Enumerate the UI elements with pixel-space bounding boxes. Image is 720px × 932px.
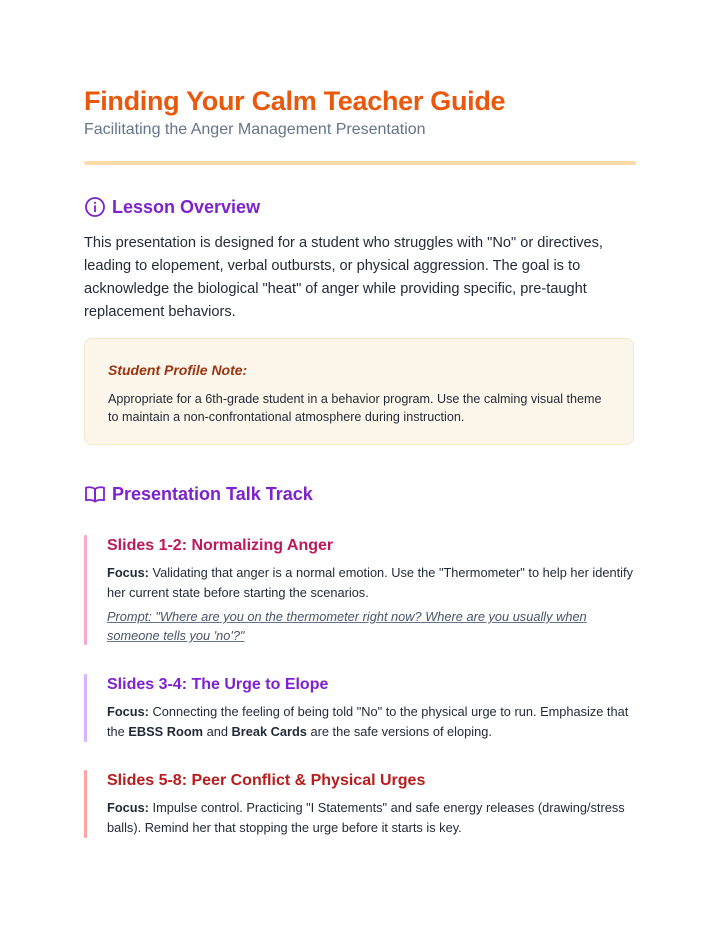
focus-text: and: [206, 724, 228, 739]
item-accent-bar: [84, 535, 87, 645]
note-body: Appropriate for a 6th-grade student in a behavior program. Use the calming visual theme to maintain a non-confrontational atmosphere during instruction.: [108, 392, 602, 424]
talk-track-item: [84, 674, 636, 742]
focus-text: are the safe versions of eloping.: [310, 724, 492, 739]
focus-text: Validating that anger is a normal emotion. Use the "Thermometer" to help her identify her current state before starting the scenarios.: [107, 565, 633, 600]
page-subtitle: Facilitating the Anger Management Presentation: [84, 121, 426, 138]
open-book-icon: [84, 483, 106, 505]
focus-label: Focus:: [107, 704, 149, 719]
item-focus: [107, 798, 636, 838]
section-title: Lesson Overview: [112, 197, 261, 217]
item-focus: [107, 702, 636, 742]
student-profile-note: [84, 338, 634, 445]
item-title: Slides 1-2: Normalizing Anger: [107, 537, 334, 554]
section-title: Presentation Talk Track: [112, 484, 313, 504]
focus-label: Focus:: [107, 565, 149, 580]
talk-track-heading: [84, 482, 313, 506]
item-focus: [107, 563, 636, 603]
focus-text: Impulse control. Practicing "I Statements" and safe energy releases (drawing/stress balls). Remind her that stopping the urge before it starts is key.: [107, 800, 625, 835]
overview-paragraph: This presentation is designed for a student who struggles with "No" or directives, leading to elopement, verbal outbursts, or physical aggression. The goal is to acknowledge the biological "heat" of anger while providing specific, pre-taught replacement behaviors.: [84, 235, 603, 320]
item-prompt: Prompt: "Where are you on the thermometer right now? Where are you usually when someone tells you 'no'?": [107, 609, 587, 643]
item-title: Slides 3-4: The Urge to Elope: [107, 676, 329, 693]
focus-emphasis: Break Cards: [231, 724, 307, 739]
item-accent-bar: [84, 674, 87, 742]
focus-text: Connecting the feeling of being told "No" to the physical urge to run. Emphasize that the: [107, 704, 629, 739]
item-title: Slides 5-8: Peer Conflict & Physical Urges: [107, 772, 426, 789]
page-title: Finding Your Calm Teacher Guide: [84, 86, 506, 116]
note-title: Student Profile Note:: [108, 362, 248, 378]
talk-track-item: [84, 535, 636, 645]
item-accent-bar: [84, 770, 87, 838]
header-divider: [84, 161, 636, 165]
talk-track-item: [84, 770, 636, 838]
page-header: [84, 84, 636, 141]
focus-label: Focus:: [107, 800, 149, 815]
info-circle-icon: [84, 196, 106, 218]
lesson-overview-heading: [84, 195, 260, 219]
focus-emphasis: EBSS Room: [128, 724, 204, 739]
